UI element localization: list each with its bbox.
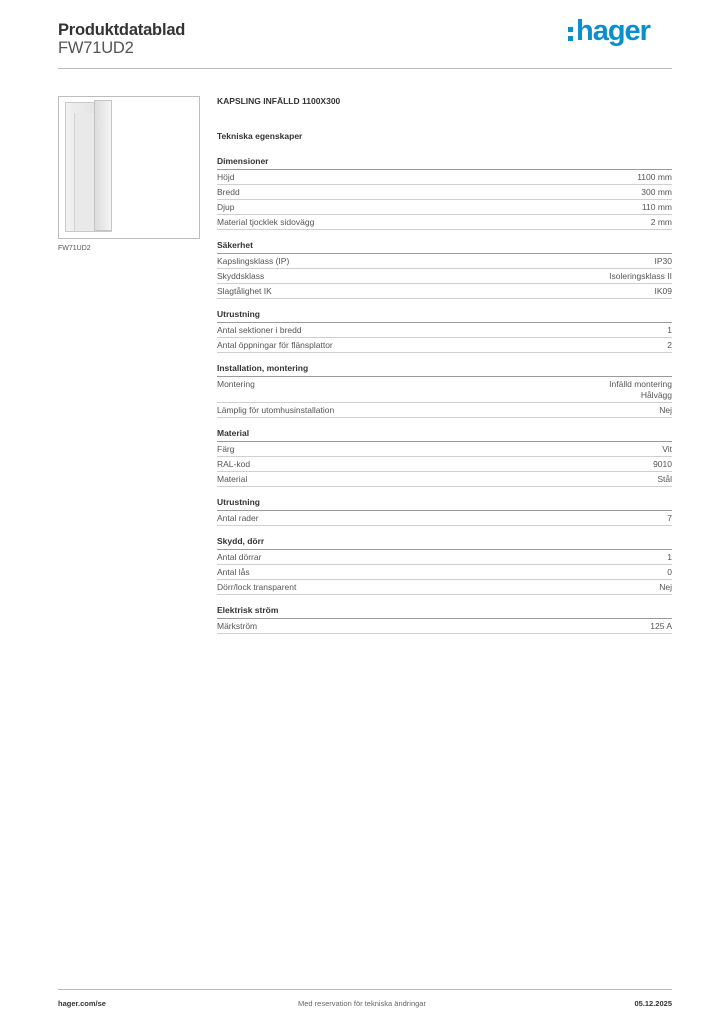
cabinet-door-illustration bbox=[94, 100, 112, 231]
spec-row bbox=[217, 170, 672, 185]
spec-row bbox=[217, 377, 672, 403]
spec-section bbox=[217, 155, 672, 230]
spec-value: 1 bbox=[667, 325, 672, 335]
product-code: FW71UD2 bbox=[58, 39, 134, 57]
document-title: Produktdatablad bbox=[58, 21, 186, 39]
spec-section bbox=[217, 496, 672, 526]
spec-section bbox=[217, 427, 672, 487]
spec-label: Antal lås bbox=[217, 567, 250, 577]
footer-divider bbox=[58, 989, 672, 990]
spec-section bbox=[217, 362, 672, 418]
spec-row bbox=[217, 457, 672, 472]
spec-value: 300 mm bbox=[641, 187, 672, 197]
spec-value: Nej bbox=[659, 582, 672, 592]
spec-row bbox=[217, 338, 672, 353]
spec-label: Kapslingsklass (IP) bbox=[217, 256, 290, 266]
spec-label: Slagtålighet IK bbox=[217, 286, 272, 296]
spec-label: RAL-kod bbox=[217, 459, 251, 469]
spec-label: Färg bbox=[217, 444, 235, 454]
spec-label: Märkström bbox=[217, 621, 258, 631]
spec-sections bbox=[217, 155, 672, 634]
spec-value: Stål bbox=[657, 474, 672, 484]
spec-label: Bredd bbox=[217, 187, 240, 197]
spec-value: 1 bbox=[667, 552, 672, 562]
spec-content bbox=[217, 96, 672, 643]
spec-label: Höjd bbox=[217, 172, 235, 182]
spec-row bbox=[217, 580, 672, 595]
spec-value: Vit bbox=[662, 444, 672, 454]
spec-label: Antal rader bbox=[217, 513, 259, 523]
section-title: Installation, montering bbox=[217, 362, 672, 377]
spec-value: 2 bbox=[667, 340, 672, 350]
section-title: Material bbox=[217, 427, 672, 442]
spec-label: Antal öppningar för flänsplattor bbox=[217, 340, 333, 350]
spec-label: Material tjocklek sidovägg bbox=[217, 217, 315, 227]
section-title: Dimensioner bbox=[217, 155, 672, 170]
tech-heading: Tekniska egenskaper bbox=[217, 131, 303, 141]
spec-row bbox=[217, 269, 672, 284]
image-caption: FW71UD2 bbox=[58, 245, 91, 252]
spec-section bbox=[217, 308, 672, 353]
logo-wordmark: hager bbox=[576, 14, 650, 47]
spec-row bbox=[217, 403, 672, 418]
spec-row bbox=[217, 200, 672, 215]
spec-section bbox=[217, 535, 672, 595]
spec-value: 110 mm bbox=[641, 202, 672, 212]
section-title: Skydd, dörr bbox=[217, 535, 672, 550]
spec-value: 0 bbox=[667, 567, 672, 577]
logo-dots-icon bbox=[568, 27, 573, 41]
spec-label: Dörr/lock transparent bbox=[217, 582, 297, 592]
spec-row bbox=[217, 442, 672, 457]
spec-value: 125 A bbox=[650, 621, 672, 631]
spec-label: Djup bbox=[217, 202, 235, 212]
spec-row bbox=[217, 619, 672, 634]
footer-disclaimer: Med reservation för tekniska ändringar bbox=[298, 999, 426, 1008]
section-title: Elektrisk ström bbox=[217, 604, 672, 619]
spec-row bbox=[217, 215, 672, 230]
spec-value: Nej bbox=[659, 405, 672, 415]
spec-row bbox=[217, 511, 672, 526]
spec-row bbox=[217, 550, 672, 565]
product-image bbox=[58, 96, 200, 239]
product-name: KAPSLING INFÄLLD 1100X300 bbox=[217, 96, 341, 106]
spec-value: Infälld montering Hålvägg bbox=[609, 379, 672, 400]
spec-label: Lämplig för utomhusinstallation bbox=[217, 405, 335, 415]
spec-row bbox=[217, 185, 672, 200]
spec-row bbox=[217, 565, 672, 580]
spec-value: IP30 bbox=[654, 256, 672, 266]
section-title: Säkerhet bbox=[217, 239, 672, 254]
header-divider bbox=[58, 68, 672, 69]
spec-value: 1100 mm bbox=[637, 172, 672, 182]
spec-value: 9010 bbox=[653, 459, 672, 469]
spec-value: IK09 bbox=[654, 286, 672, 296]
spec-section bbox=[217, 604, 672, 634]
spec-value: 2 mm bbox=[650, 217, 672, 227]
spec-section bbox=[217, 239, 672, 299]
spec-value: Isoleringsklass II bbox=[609, 271, 672, 281]
spec-label: Antal sektioner i bredd bbox=[217, 325, 302, 335]
spec-row bbox=[217, 472, 672, 487]
spec-row bbox=[217, 323, 672, 338]
spec-label: Montering bbox=[217, 379, 255, 389]
spec-label: Antal dörrar bbox=[217, 552, 262, 562]
spec-row bbox=[217, 284, 672, 299]
spec-label: Skyddsklass bbox=[217, 271, 265, 281]
spec-label: Material bbox=[217, 474, 248, 484]
footer-website: hager.com/se bbox=[58, 999, 106, 1008]
section-title: Utrustning bbox=[217, 308, 672, 323]
spec-row bbox=[217, 254, 672, 269]
hager-logo bbox=[568, 16, 650, 46]
section-title: Utrustning bbox=[217, 496, 672, 511]
footer-date: 05.12.2025 bbox=[634, 999, 672, 1008]
spec-value: 7 bbox=[667, 513, 672, 523]
